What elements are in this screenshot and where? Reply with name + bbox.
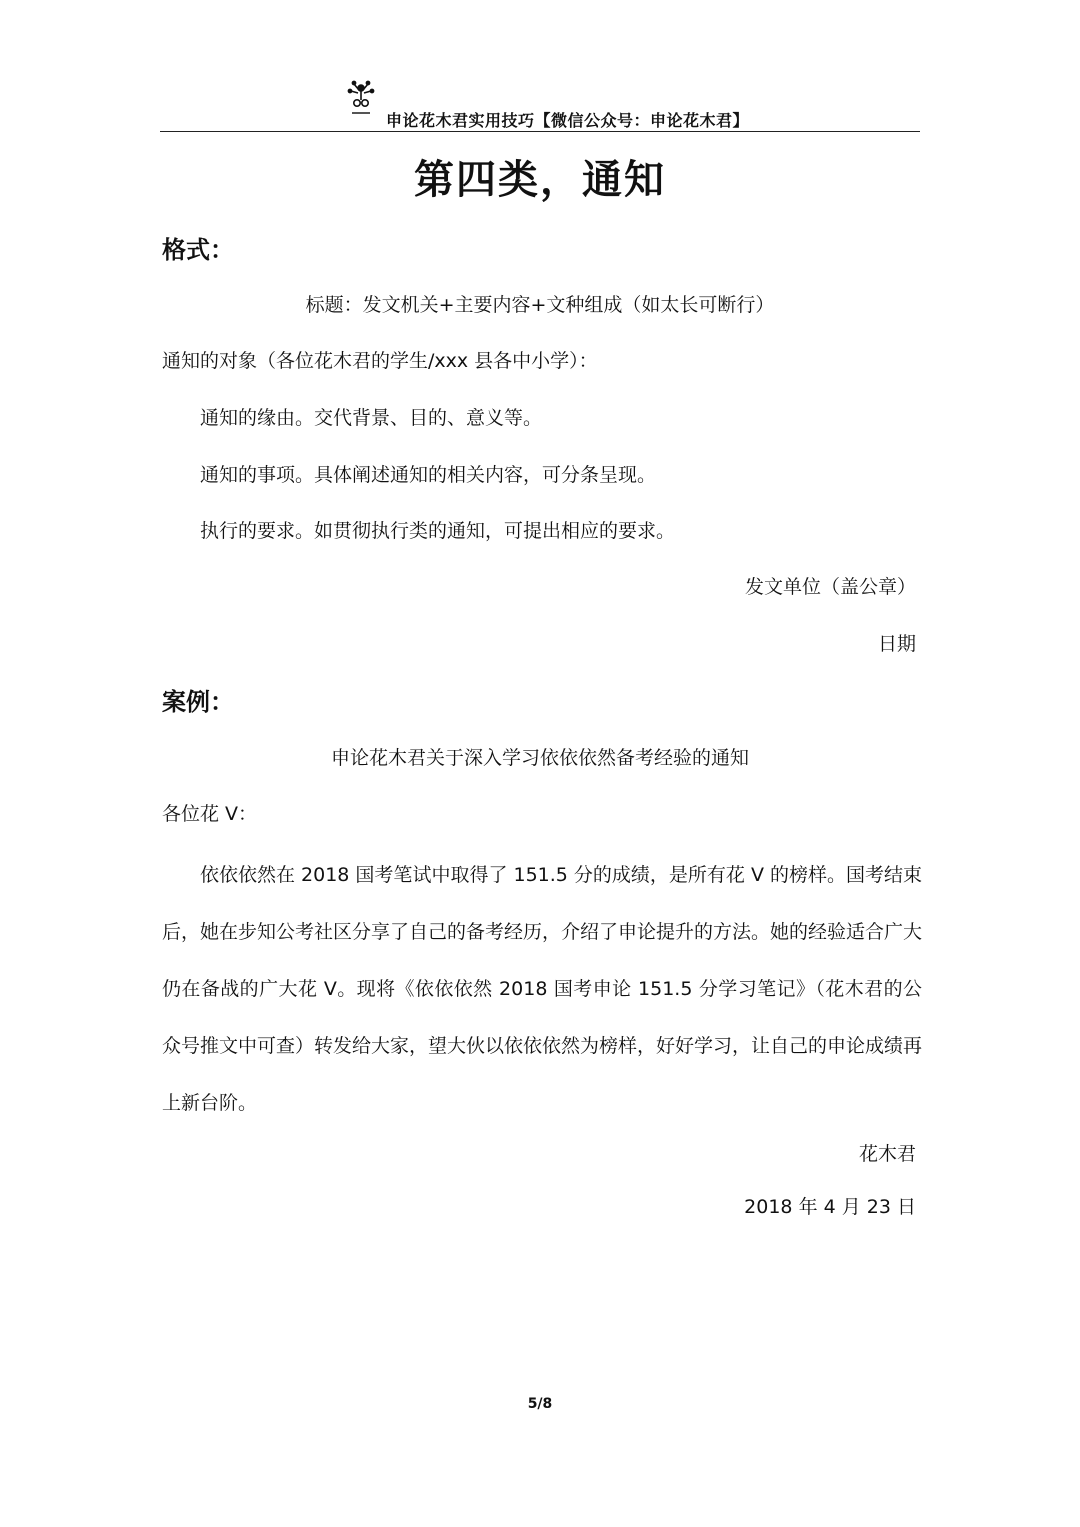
format-recipient: 通知的对象（各位花木君的学生/xxx 县各中小学）：: [162, 350, 598, 372]
logo-icon: [346, 78, 376, 126]
format-item-requirements: 执行的要求。如贯彻执行类的通知，可提出相应的要求。: [200, 520, 676, 542]
example-date: 2018 年 4 月 23 日: [744, 1196, 916, 1218]
example-body: 依依依然在 2018 国考笔试中取得了 151.5 分的成绩，是所有花 V 的榜样。国考结束后，她在步知公考社区分享了自己的备考经历，介绍了申论提升的方法。她的经验适合广大仍在备战的广大花 V。现将《依依依然 2018 国考申论 151.5 分学习笔记》（花木君的公众号推文中可查）转发给大家，望大伙以依依依然为榜样，好好学习，让自己的申论成绩再上新台阶。: [162, 864, 923, 1114]
format-issuer: 发文单位（盖公章）: [744, 576, 916, 598]
example-signature: 花木君: [858, 1143, 916, 1165]
format-heading: 格式：: [162, 236, 234, 264]
example-heading: 案例：: [162, 688, 234, 716]
format-item-matters: 通知的事项。具体阐述通知的相关内容，可分条呈现。: [200, 464, 657, 486]
format-date: 日期: [877, 633, 916, 655]
example-title: 申论花木君关于深入学习依依依然备考经验的通知: [330, 747, 749, 769]
page-title: 第四类，通知: [414, 157, 666, 203]
page-number: 5/8: [527, 1396, 553, 1412]
format-item-reason: 通知的缘由。交代背景、目的、意义等。: [200, 407, 543, 429]
example-salutation: 各位花 V：: [162, 803, 258, 825]
page-header: [160, 78, 920, 132]
header-text: 申论花木君实用技巧【微信公众号：申论花木君】: [386, 111, 750, 130]
format-title-line: 标题：发文机关+主要内容+文种组成（如太长可断行）: [305, 294, 775, 316]
